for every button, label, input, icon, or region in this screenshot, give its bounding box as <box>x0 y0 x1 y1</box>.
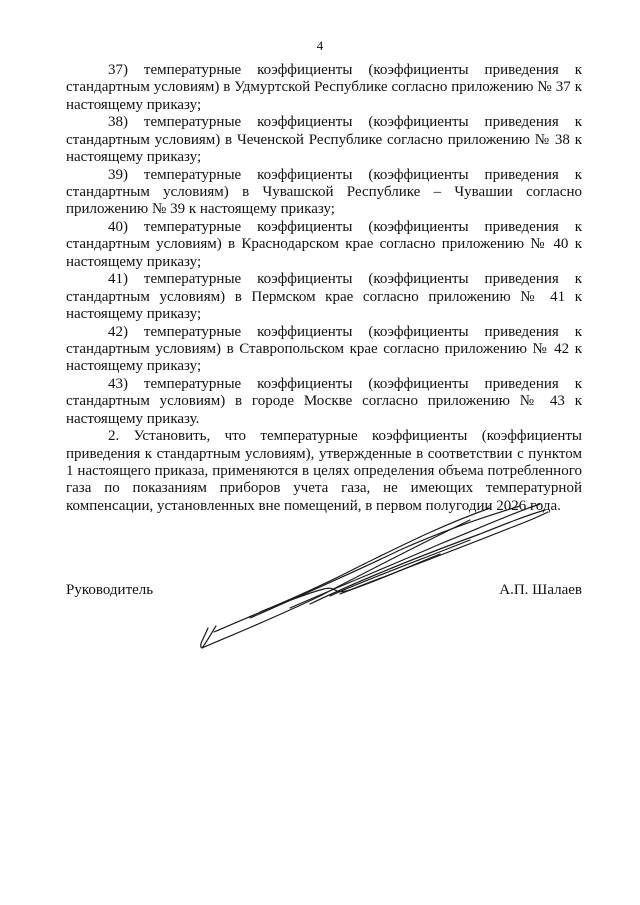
page-number: 4 <box>316 38 324 53</box>
document-body <box>66 62 582 515</box>
position-title: Руководитель <box>66 582 154 598</box>
clause-2: 2. Установить, что температурные коэффициенты (коэффициенты приведения к стандартным условиям), утвержденные в соответствии с пунктом 1 настоящего приказа, применяются в целях определения объема потребленного газа по показаниям приборов учета газа, не имеющих температурной компенсации, установленных вне помещений, в первом полугодии 2026 года. <box>66 428 582 514</box>
item-42: 42) температурные коэффициенты (коэффициенты приведения к стандартным условиям) в Ставропольском крае согласно приложению № 42 к настоящему приказу; <box>66 323 582 375</box>
item-40: 40) температурные коэффициенты (коэффициенты приведения к стандартным условиям) в Краснодарском крае согласно приложению № 40 к настоящему приказу; <box>66 218 582 270</box>
item-37: 37) температурные коэффициенты (коэффициенты приведения к стандартным условиям) в Удмуртской Республике согласно приложению № 37 к настоящему приказу; <box>66 62 582 113</box>
item-38: 38) температурные коэффициенты (коэффициенты приведения к стандартным условиям) в Чеченской Республике согласно приложению № 38 к настоящему приказу; <box>66 114 582 166</box>
item-41: 41) температурные коэффициенты (коэффициенты приведения к стандартным условиям) в Пермском крае согласно приложению № 41 к настоящему приказу; <box>66 271 582 323</box>
item-43: 43) температурные коэффициенты (коэффициенты приведения к стандартным условиям) в городе Москве согласно приложению № 43 к настоящему приказу. <box>66 375 582 427</box>
signer-name: А.П. Шалаев <box>499 582 582 598</box>
handwritten-signature <box>190 500 560 660</box>
item-39: 39) температурные коэффициенты (коэффициенты приведения к стандартным условиям) в Чувашской Республике – Чувашии согласно приложению № 39 к настоящему приказу; <box>66 166 582 218</box>
